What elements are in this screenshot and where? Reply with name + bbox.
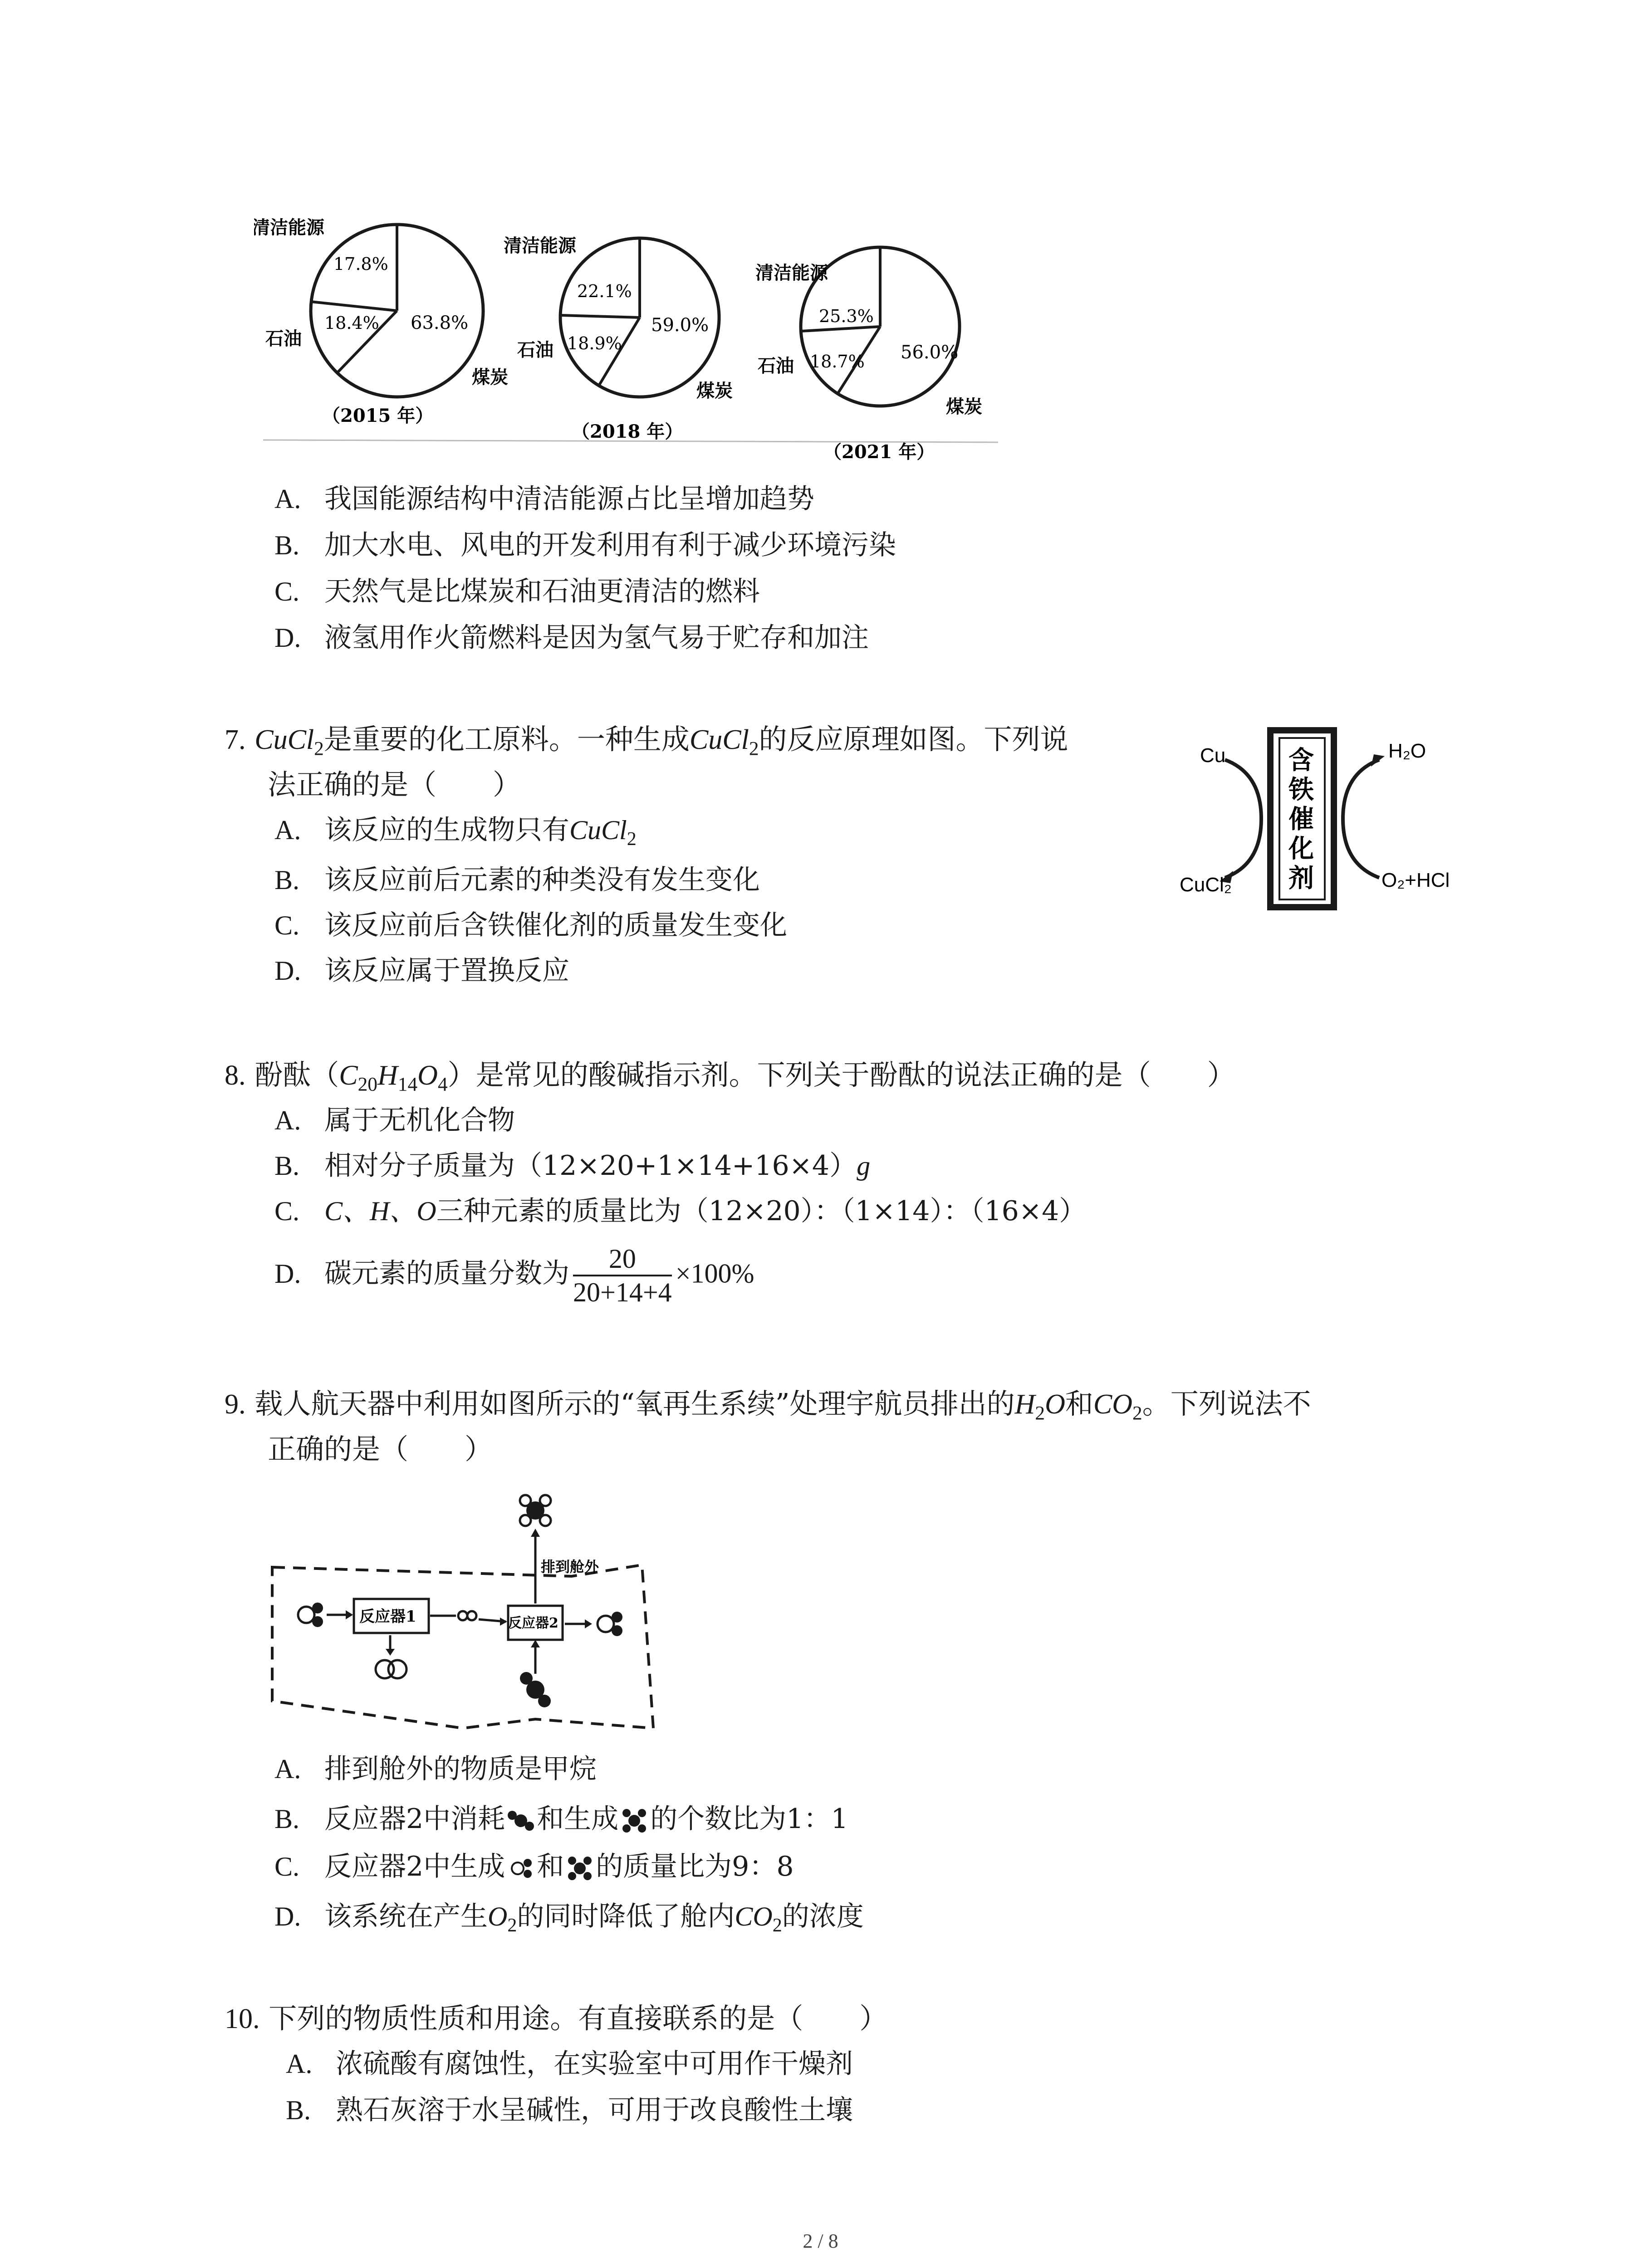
q7-option-b: B. 该反应前后元素的种类没有发生变化 [274, 864, 760, 896]
pie-2018-oil-value: 18.9% [567, 333, 622, 353]
pie-2021-coal-label: 煤炭 [946, 396, 982, 417]
pie-2015-clean-value: 17.8% [333, 254, 388, 274]
co2-formula: $CO_2$ [735, 1901, 782, 1936]
hydrogen-molecule-icon [458, 1611, 476, 1620]
oxygen-molecule-icon [376, 1660, 407, 1678]
co2-formula: $CO_2$ [1093, 1389, 1142, 1424]
q10-stem: 10. 下列的物质性质和用途。有直接联系的是（ ） [225, 2002, 888, 2035]
catalyst-char-5: 剂 [1288, 863, 1314, 893]
pie-2015-coal-value: 63.8% [411, 313, 469, 333]
q8-option-a: A. 属于无机化合物 [274, 1105, 515, 1136]
diagram-cucl2: CuCl₂ [1180, 874, 1232, 896]
q9-stem-line2: 正确的是（ ） [268, 1432, 493, 1466]
reaction-diagram-svg [1175, 710, 1465, 928]
diagram-cu: Cu [1200, 744, 1226, 767]
q7-reaction-diagram [1175, 710, 1465, 928]
q9-stem: 9. 载人航天器中利用如图所示的“氧再生系续”处理宇航员排出的$H_2O$和$CO_2$。下列说法不 [225, 1387, 1311, 1424]
catalyst-char-1: 含 [1288, 745, 1314, 775]
pie-2018-clean-label: 清洁能源 [504, 235, 576, 256]
methane-molecule-icon [618, 1807, 650, 1834]
q7-stem-line2: 法正确的是（ ） [268, 768, 521, 801]
pie-2015-coal-label: 煤炭 [472, 367, 508, 388]
page-number: 2 / 8 [803, 2230, 838, 2252]
co2-molecule-icon [520, 1672, 551, 1707]
q9-oxygen-system-diagram [263, 1483, 662, 1746]
q7-option-d: D. 该反应属于置换反应 [274, 955, 569, 987]
pie-2018-coal-value: 59.0% [651, 315, 709, 336]
methane-molecule-icon [564, 1855, 596, 1882]
q9-option-d: D. 该系统在产生$O_2$的同时降低了舱内$CO_2$的浓度 [274, 1901, 864, 1936]
diagram-o2hcl: O₂+HCl [1381, 869, 1450, 891]
water-molecule-icon [505, 1855, 537, 1882]
q8-option-d: D. 碳元素的质量分数为 $\frac{20}{20+14+4}$ ×100% [274, 1244, 754, 1307]
q10-option-b: B. 熟石灰溶于水呈碱性，可用于改良酸性土壤 [286, 2094, 853, 2126]
o2-formula: $O_2$ [488, 1901, 517, 1936]
pie-2021 [755, 247, 982, 463]
q8-option-c: C. C、H、O三种元素的质量比为（12×20）：（1×14）：（16×4） [274, 1195, 1087, 1227]
pie-2021-oil-value: 18.7% [810, 352, 865, 371]
diagram-h2o: H₂O [1388, 740, 1426, 762]
pie-2018-coal-label: 煤炭 [696, 380, 733, 401]
catalyst-char-3: 催 [1288, 804, 1314, 834]
energy-pie-figure [254, 213, 1007, 472]
water-molecule-icon [298, 1603, 323, 1627]
pie-charts-svg [254, 213, 1007, 472]
pie-2015 [254, 217, 508, 426]
cucl2-formula: CuCl$_2$ [689, 724, 759, 760]
q6-option-b: B. 加大水电、风电的开发利用有利于减少环境污染 [274, 529, 896, 561]
catalyst-char-2: 铁 [1288, 775, 1314, 805]
cucl2-formula: CuCl$_2$ [255, 724, 324, 760]
q6-option-c: C. 天然气是比煤炭和石油更清洁的燃料 [274, 576, 760, 607]
reactor2-label: 反应器2 [508, 1615, 558, 1631]
vent-label: 排到舱外 [541, 1558, 599, 1575]
pie-2021-oil-label: 石油 [758, 355, 794, 376]
pie-2021-clean-value: 25.3% [819, 306, 874, 326]
q9-option-b: B. 反应器2中消耗 和生成 的个数比为1：1 [274, 1803, 848, 1835]
q9-option-a: A. 排到舱外的物质是甲烷 [274, 1753, 597, 1785]
pie-2015-clean-label: 清洁能源 [254, 217, 324, 238]
catalyst-char-4: 化 [1288, 834, 1314, 864]
q9-option-c: C. 反应器2中生成 和 的质量比为9：8 [274, 1851, 794, 1882]
co2-molecule-icon [505, 1807, 537, 1834]
methane-molecule-icon [520, 1495, 551, 1526]
q6-option-a: A. 我国能源结构中清洁能源占比呈增加趋势 [274, 483, 814, 515]
q7-option-a: A. 该反应的生成物只有CuCl$_2$ [274, 814, 637, 850]
pie-2021-clean-label: 清洁能源 [755, 262, 828, 284]
pie-2018-oil-label: 石油 [517, 339, 554, 361]
reactor1-label: 反应器1 [359, 1608, 416, 1626]
pie-2018-clean-value: 22.1% [577, 281, 632, 301]
water-molecule-icon [598, 1612, 622, 1636]
q8-stem: 8. 酚酞$(C_{20}H_{14}O_4)$是常见的酸碱指示剂。下列关于酚酞的说法正确的是（ ） [225, 1058, 1235, 1095]
q8-option-b: B. 相对分子质量为（12×20+1×14+16×4）g [274, 1150, 871, 1182]
pie-2015-oil-label: 石油 [265, 328, 302, 349]
q6-option-d: D. 液氢用作火箭燃料是因为氢气易于贮存和加注 [274, 622, 869, 654]
oxygen-system-svg [263, 1483, 662, 1746]
h2o-formula: $H_2O$ [1014, 1389, 1065, 1424]
q10-option-a: A. 浓硫酸有腐蚀性，在实验室中可用作干燥剂 [286, 2048, 853, 2080]
pie-2018 [504, 235, 733, 442]
q7-stem: 7. CuCl$_2$是重要的化工原料。一种生成CuCl$_2$的反应原理如图。下列说 [225, 723, 1068, 760]
cucl2-formula: CuCl$_2$ [569, 815, 637, 850]
pie-2015-year: （2015 年） [322, 405, 434, 426]
pie-2018-year: （2018 年） [572, 421, 683, 442]
pie-2021-coal-value: 56.0% [901, 342, 959, 363]
pie-2021-year: （2021 年） [823, 441, 935, 463]
phenolphthalein-formula: $C_{20}H_{14}O_4$ [339, 1060, 448, 1095]
carbon-fraction: $\frac{20}{20+14+4}$ [573, 1244, 672, 1307]
pie-2015-oil-value: 18.4% [324, 313, 379, 333]
q7-option-c: C. 该反应前后含铁催化剂的质量发生变化 [274, 909, 787, 941]
